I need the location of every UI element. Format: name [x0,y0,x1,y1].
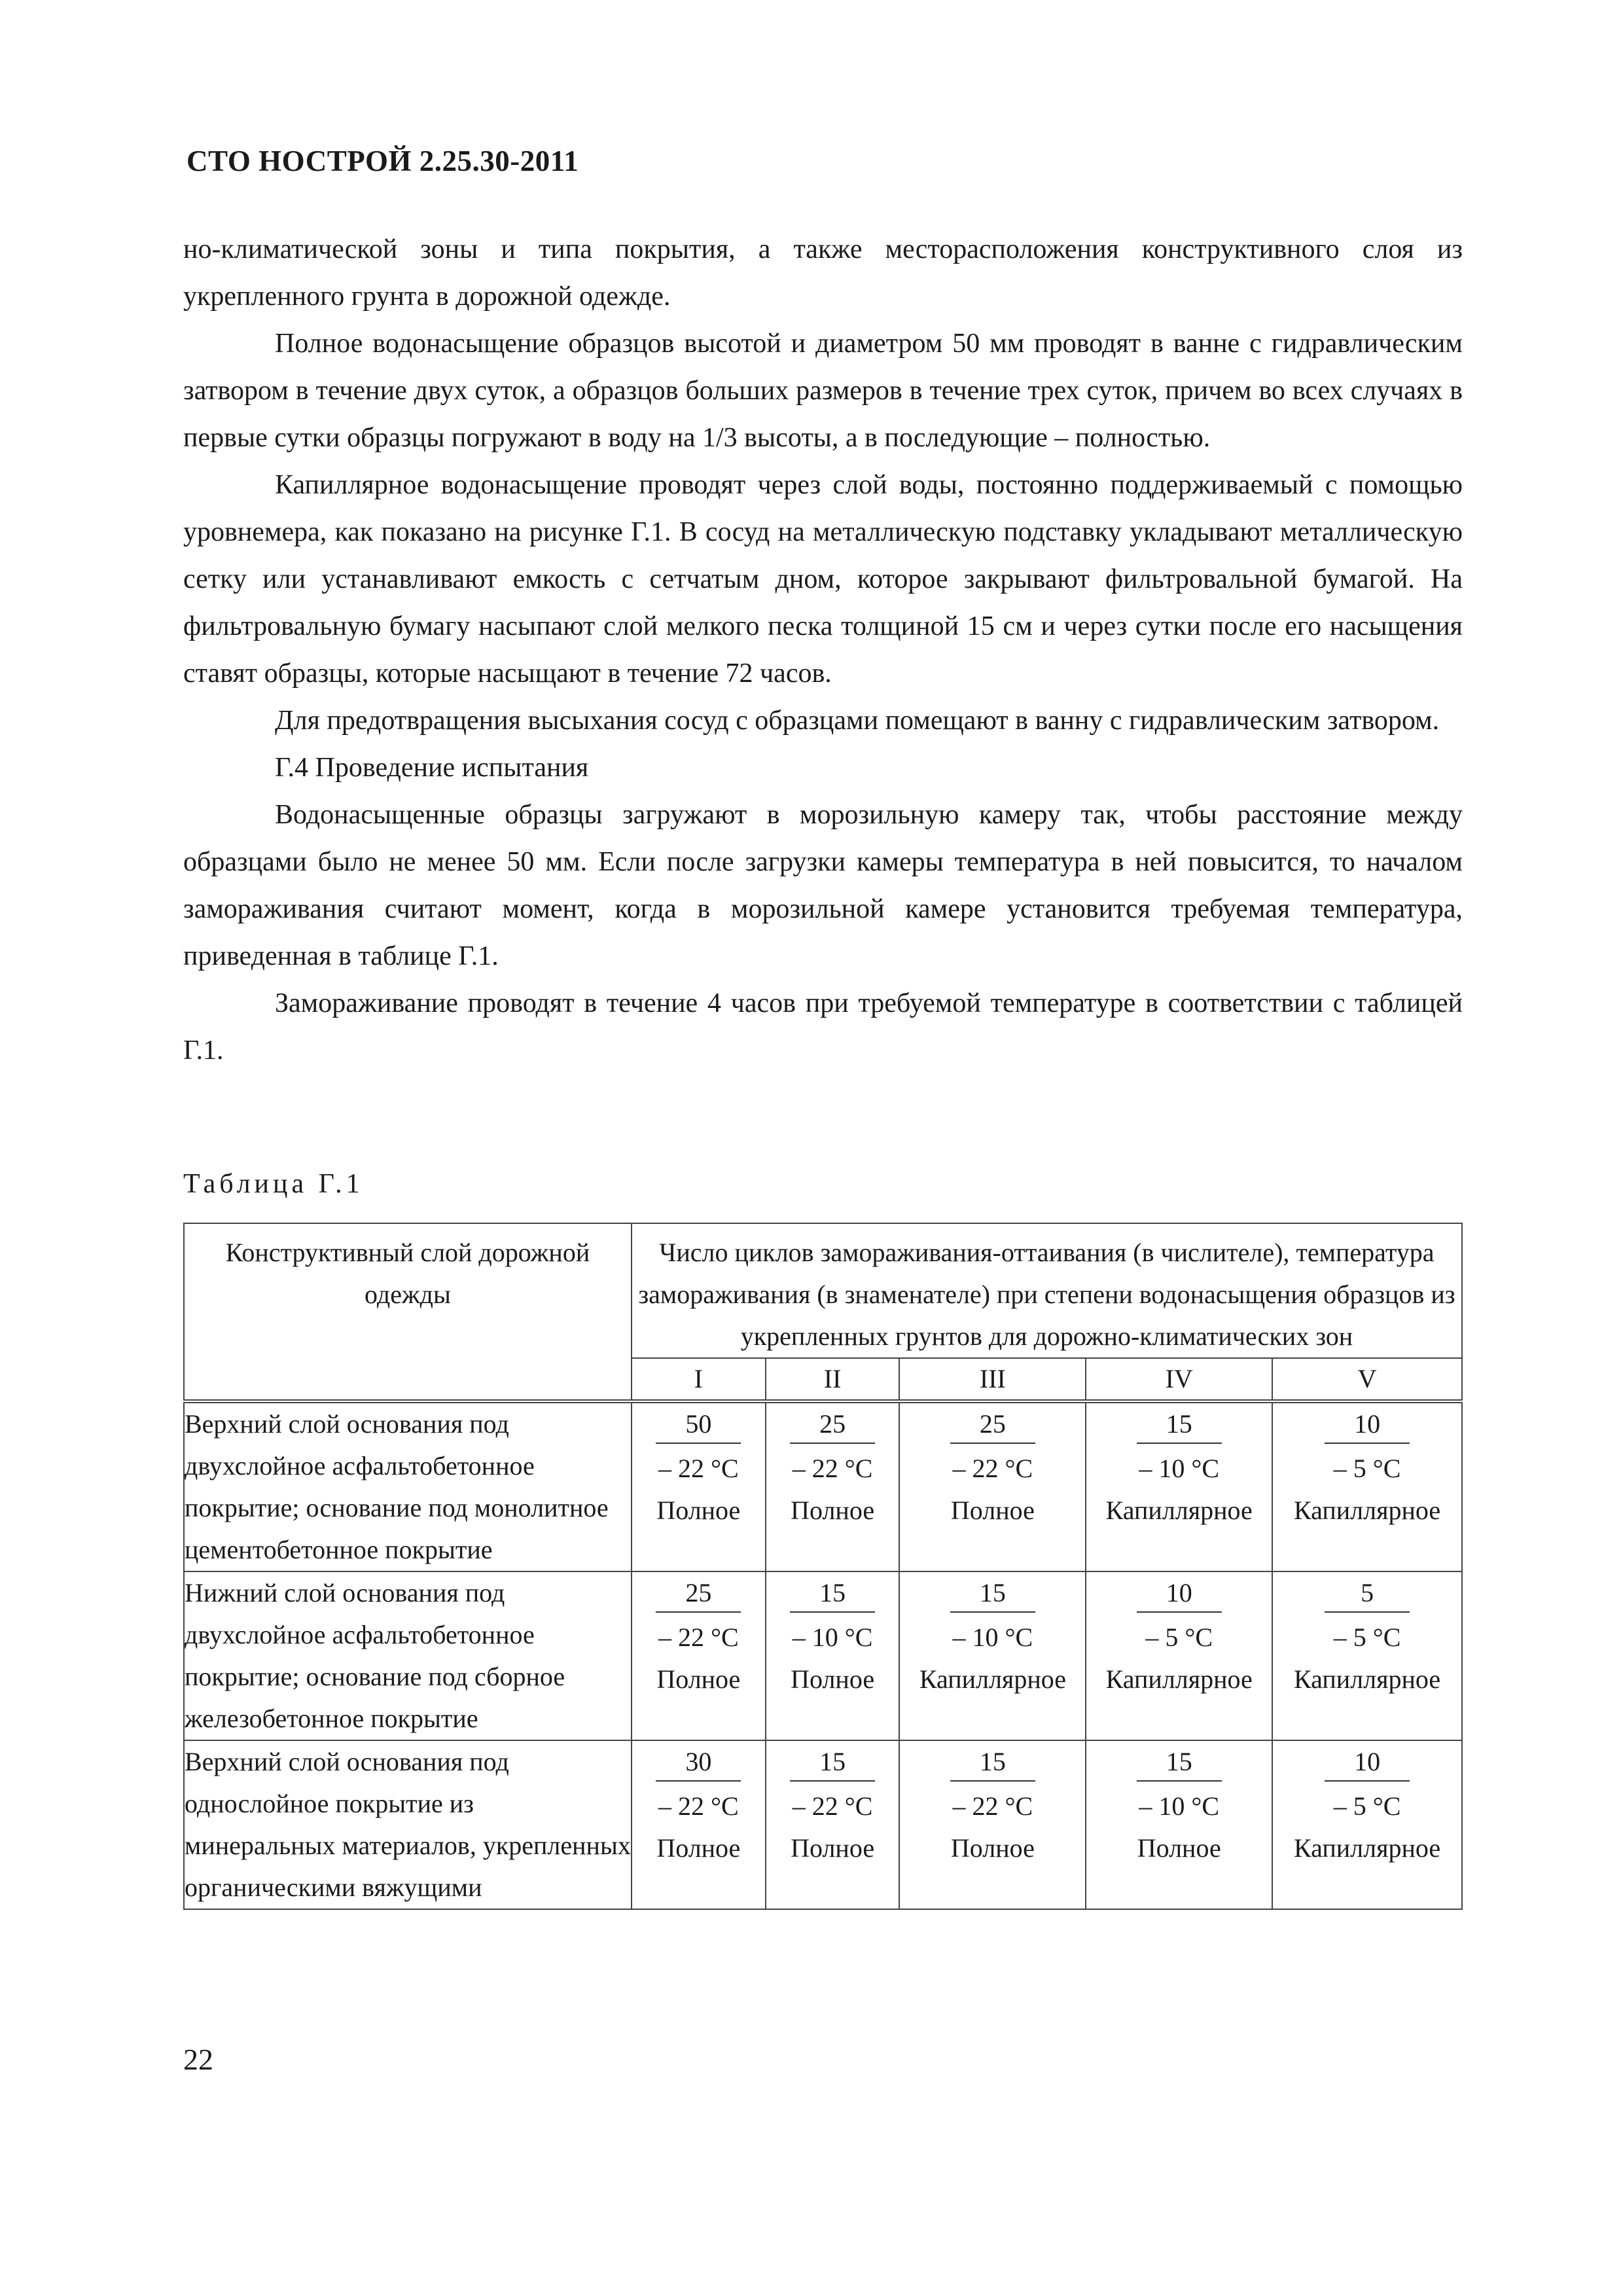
row-label: Нижний слой основания под двухслойное асфальтобетонное покрытие; основание под сборное железобетонное покрытие [184,1571,632,1740]
saturation-mode: Капиллярное [919,1664,1066,1694]
page-number: 22 [183,2043,213,2076]
freeze-temperature: – 5 °С [1333,1454,1401,1483]
freeze-temperature: – 22 °С [952,1454,1033,1483]
paragraph: Полное водонасыщение образцов высотой и диаметром 50 мм проводят в ванне с гидравлическим затвором в течение двух суток, а образцов больших размеров в течение трех суток, причем во всех случаях в первые сутки образцы погружают в воду на 1/3 высоты, а в последующие – полностью. [183,329,1463,453]
saturation-mode: Капиллярное [1293,1664,1441,1694]
freeze-temperature: – 5 °С [1145,1623,1213,1652]
zone-header: IV [1086,1358,1272,1401]
cycle-count: 30 [656,1744,741,1782]
freeze-temperature: – 5 °С [1333,1791,1401,1821]
saturation-mode: Полное [656,1833,741,1863]
table-cell [766,1571,900,1740]
table-row [184,1571,1462,1740]
table-cell [1272,1401,1462,1571]
freeze-temperature: – 10 °С [1139,1454,1220,1483]
freeze-temperature: – 10 °С [792,1623,873,1652]
paragraph: Для предотвращения высыхания сосуд с образцами помещают в ванну с гидравлическим затвором. [275,706,1440,736]
table-caption: Таблица Г.1 [183,1169,364,1199]
saturation-mode: Полное [950,1496,1035,1525]
table-cell [899,1571,1086,1740]
saturation-mode: Капиллярное [1105,1496,1253,1525]
cycle-count: 25 [950,1406,1035,1444]
table-cell [632,1401,766,1571]
cycle-count: 5 [1325,1575,1410,1613]
saturation-mode: Полное [950,1833,1035,1863]
saturation-mode: Полное [1137,1833,1221,1863]
zone-header: III [899,1358,1086,1401]
cycle-count: 15 [1137,1744,1222,1782]
row-label: Верхний слой основания под двухслойное асфальтобетонное покрытие; основание под монолитное цементобетонное покрытие [184,1401,632,1571]
table-cell [1272,1740,1462,1909]
freeze-temperature: – 22 °С [952,1791,1033,1821]
saturation-mode: Полное [791,1664,875,1694]
table-cell [766,1401,900,1571]
freeze-temperature: – 22 °С [658,1791,739,1821]
table-cell [1272,1571,1462,1740]
paragraph: но-климатической зоны и типа покрытия, а также месторасположения конструктивного слоя из укрепленного грунта в дорожной одежде. [183,234,1463,312]
cycle-count: 15 [1137,1406,1222,1444]
paragraph: Капиллярное водонасыщение проводят через слой воды, постоянно поддерживаемый с помощью уровнемера, как показано на рисунке Г.1. В сосуд на металлическую подставку укладывают металлическую сетку или устанавливают емкость с сетчатым дном, которое закрывают фильтровальной бумагой. На фильтровальную бумагу насыпают слой мелкого песка толщиной 15 см и через сутки после его насыщения ставят образцы, которые насыщают в течение 72 часов. [183,470,1463,689]
zone-header: I [632,1358,766,1401]
section-heading: Г.4 Проведение испытания [275,753,589,783]
paragraph: Замораживание проводят в течение 4 часов при требуемой температуре в соответствии с таблицей Г.1. [183,988,1463,1066]
table-cell [1086,1401,1272,1571]
freeze-temperature: – 10 °С [1139,1791,1220,1821]
paragraph: Водонасыщенные образцы загружают в морозильную камеру так, чтобы расстояние между образцами было не менее 50 мм. Если после загрузки камеры температура в ней повысится, то началом замораживания считают момент, когда в морозильной камере установится требуемая температура, приведенная в таблице Г.1. [183,800,1463,971]
saturation-mode: Капиллярное [1293,1833,1441,1863]
cycle-count: 15 [950,1575,1035,1613]
cycle-count: 25 [656,1575,741,1613]
saturation-mode: Полное [791,1496,875,1525]
saturation-mode: Полное [656,1664,741,1694]
data-table [183,1223,1463,1910]
freeze-temperature: – 5 °С [1333,1623,1401,1652]
table-cell [1086,1571,1272,1740]
zone-header: V [1272,1358,1462,1401]
table-row [184,1401,1462,1571]
table-cell [899,1740,1086,1909]
freeze-temperature: – 22 °С [792,1791,873,1821]
cycle-count: 10 [1325,1744,1410,1782]
table-cell [766,1740,900,1909]
saturation-mode: Полное [791,1833,875,1863]
document-header: СТО НОСТРОЙ 2.25.30-2011 [187,145,579,177]
table-row [184,1740,1462,1909]
table-cell [1086,1740,1272,1909]
saturation-mode: Капиллярное [1105,1664,1253,1694]
zone-header: II [766,1358,900,1401]
freeze-temperature: – 10 °С [952,1623,1033,1652]
body-text [183,226,1463,1074]
cycle-count: 10 [1137,1575,1222,1613]
freeze-temperature: – 22 °С [658,1454,739,1483]
column-header-group: Число циклов замораживания-оттаивания (в числителе), температура замораживания (в знаменателе) при степени водонасыщения образцов из укрепленных грунтов для дорожно-климатических зон [632,1223,1462,1358]
table-cell [632,1740,766,1909]
row-label: Верхний слой основания под однослойное покрытие из минеральных материалов, укрепленных органическими вяжущими [184,1740,632,1909]
cycle-count: 15 [790,1575,875,1613]
cycle-count: 50 [656,1406,741,1444]
saturation-mode: Капиллярное [1293,1496,1441,1525]
cycle-count: 15 [950,1744,1035,1782]
cycle-count: 25 [790,1406,875,1444]
freeze-temperature: – 22 °С [792,1454,873,1483]
column-header-layer: Конструктивный слой дорожной одежды [184,1223,632,1401]
freeze-temperature: – 22 °С [658,1623,739,1652]
saturation-mode: Полное [656,1496,741,1525]
cycle-count: 10 [1325,1406,1410,1444]
table-cell [899,1401,1086,1571]
table-cell [632,1571,766,1740]
cycle-count: 15 [790,1744,875,1782]
